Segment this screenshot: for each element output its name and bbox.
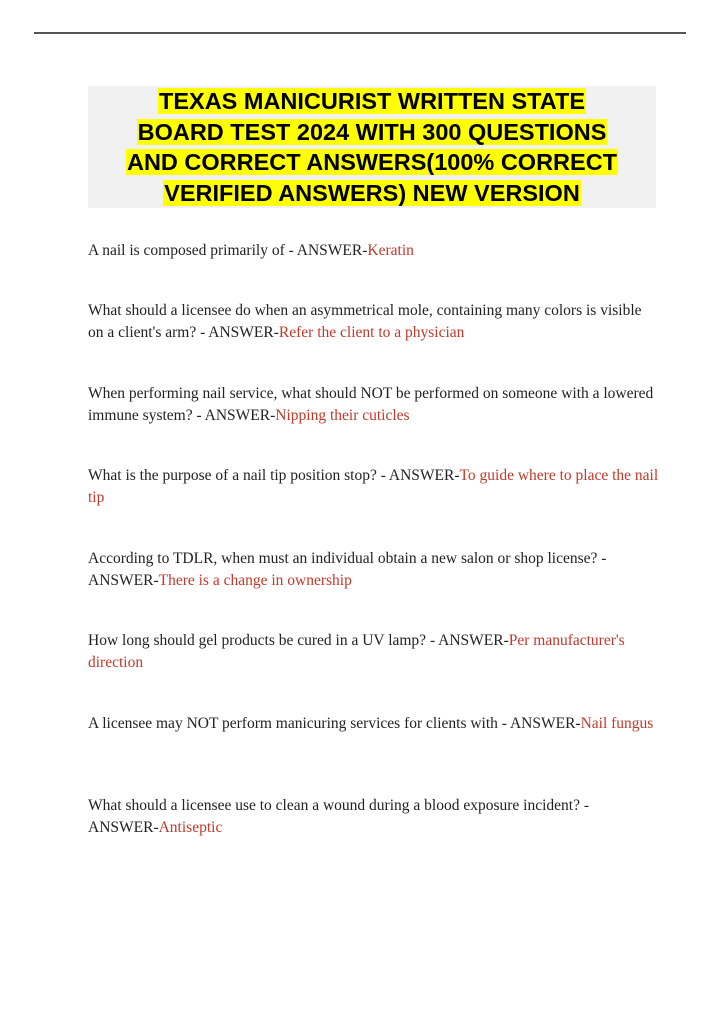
answer-text: Per manufacturer's direction [88, 632, 625, 671]
answer-text: Antiseptic [158, 819, 223, 836]
answer-text: Refer the client to a physician [278, 324, 465, 341]
title-line: AND CORRECT ANSWERS(100% CORRECT [126, 149, 618, 175]
answer-text: Nail fungus [580, 715, 654, 732]
question-text: A nail is composed primarily of - ANSWER- [88, 242, 368, 259]
title-line: BOARD TEST 2024 WITH 300 QUESTIONS [137, 118, 607, 145]
title-line: VERIFIED ANSWERS) NEW VERSION [164, 179, 580, 206]
qa-item [88, 240, 660, 262]
qa-item [88, 300, 660, 344]
answer-text: Nipping their cuticles [275, 407, 410, 424]
qa-item [88, 795, 660, 839]
answer-text: There is a change in ownership [158, 572, 352, 589]
qa-item [88, 465, 660, 509]
question-text: How long should gel products be cured in a UV lamp? - ANSWER- [88, 632, 509, 649]
answer-text: Keratin [367, 242, 414, 259]
question-text: When performing nail service, what should NOT be performed on someone with a lowered immune system? - ANSWER- [88, 385, 654, 424]
qa-item [88, 548, 660, 592]
qa-item [88, 383, 660, 427]
question-text: According to TDLR, when must an individual obtain a new salon or shop license? - ANSWER- [88, 550, 607, 589]
title-line: TEXAS MANICURIST WRITTEN STATE [158, 88, 586, 114]
question-text: A licensee may NOT perform manicuring services for clients with - ANSWER- [88, 715, 581, 732]
title-box [88, 86, 656, 208]
question-text: What should a licensee use to clean a wound during a blood exposure incident? - ANSWER- [88, 797, 590, 836]
qa-item [88, 630, 660, 674]
question-text: What should a licensee do when an asymmetrical mole, containing many colors is visible on a client's arm? - ANSWER- [88, 302, 642, 341]
page-title [92, 86, 652, 208]
top-divider [34, 32, 686, 34]
qa-item [88, 713, 660, 735]
question-text: What is the purpose of a nail tip position stop? - ANSWER- [88, 467, 460, 484]
answer-text: To guide where to place the nail tip [88, 467, 659, 506]
